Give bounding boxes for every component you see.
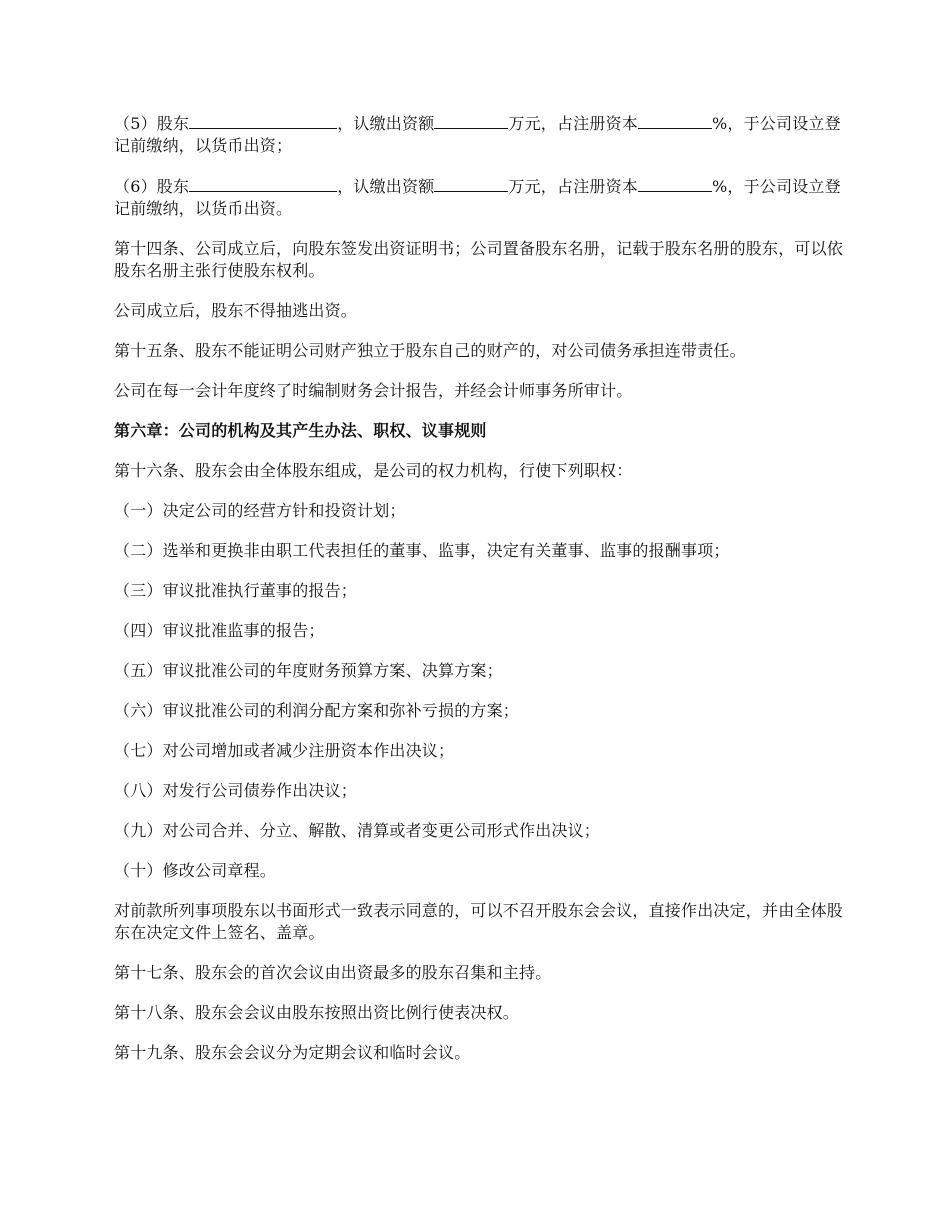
power-item-6: （六）审议批准公司的利润分配方案和弥补亏损的方案；: [114, 701, 520, 720]
clause-text: 万元，占注册资本: [508, 114, 638, 133]
shareholder-5-clause: [114, 112, 844, 157]
contribution-amount-blank[interactable]: [434, 175, 508, 192]
article-15: 第十五条、股东不能证明公司财产独立于股东自己的财产的，对公司债务承担连带责任。: [114, 341, 746, 360]
document-page: [114, 112, 844, 1082]
clause-text: （6）股东: [114, 177, 190, 196]
power-item-3: （三）审议批准执行董事的报告；: [114, 581, 358, 600]
article-16: 第十六条、股东会由全体股东组成，是公司的权力机构，行使下列职权：: [114, 461, 633, 480]
shareholder-6-clause: [114, 175, 844, 220]
power-item-5: （五）审议批准公司的年度财务预算方案、决算方案；: [114, 661, 503, 680]
no-withdrawal-clause: 公司成立后，股东不得抽逃出资。: [114, 301, 358, 320]
power-item-8: （八）对发行公司债券作出决议；: [114, 781, 358, 800]
article-18: 第十八条、股东会会议由股东按照出资比例行使表决权。: [114, 1003, 520, 1022]
clause-text: ，认缴出资额: [337, 177, 435, 196]
article-19: 第十九条、股东会会议分为定期会议和临时会议。: [114, 1043, 471, 1062]
clause-text: %，于公司设立登记前缴纳，以货币出资。: [114, 177, 841, 218]
article-14: 第十四条、公司成立后，向股东签发出资证明书；公司置备股东名册，记载于股东名册的股东，可以依股东名册主张行使股东权利。: [114, 239, 844, 280]
clause-text: ，认缴出资额: [337, 114, 435, 133]
power-item-4: （四）审议批准监事的报告；: [114, 621, 325, 640]
clause-text: （5）股东: [114, 114, 190, 133]
capital-percent-blank[interactable]: [638, 175, 712, 192]
power-item-1: （一）决定公司的经营方针和投资计划；: [114, 501, 406, 520]
power-item-10: （十）修改公司章程。: [114, 861, 277, 880]
contribution-amount-blank[interactable]: [434, 112, 508, 129]
article-17: 第十七条、股东会的首次会议由出资最多的股东召集和主持。: [114, 963, 552, 982]
power-item-2: （二）选举和更换非由职工代表担任的董事、监事，决定有关董事、监事的报酬事项；: [114, 541, 730, 560]
financial-report-clause: 公司在每一会计年度终了时编制财务会计报告，并经会计师事务所审计。: [114, 381, 633, 400]
shareholder-name-blank[interactable]: [189, 175, 337, 192]
capital-percent-blank[interactable]: [638, 112, 712, 129]
written-consent-clause: 对前款所列事项股东以书面形式一致表示同意的，可以不召开股东会会议，直接作出决定，并由全体股东在决定文件上签名、盖章。: [114, 901, 844, 942]
power-item-7: （七）对公司增加或者减少注册资本作出决议；: [114, 741, 455, 760]
clause-text: %，于公司设立登记前缴纳，以货币出资；: [114, 114, 841, 155]
shareholder-name-blank[interactable]: [189, 112, 337, 129]
chapter-6-heading: 第六章：公司的机构及其产生办法、职权、议事规则: [114, 421, 487, 440]
power-item-9: （九）对公司合并、分立、解散、清算或者变更公司形式作出决议；: [114, 821, 601, 840]
clause-text: 万元，占注册资本: [508, 177, 638, 196]
